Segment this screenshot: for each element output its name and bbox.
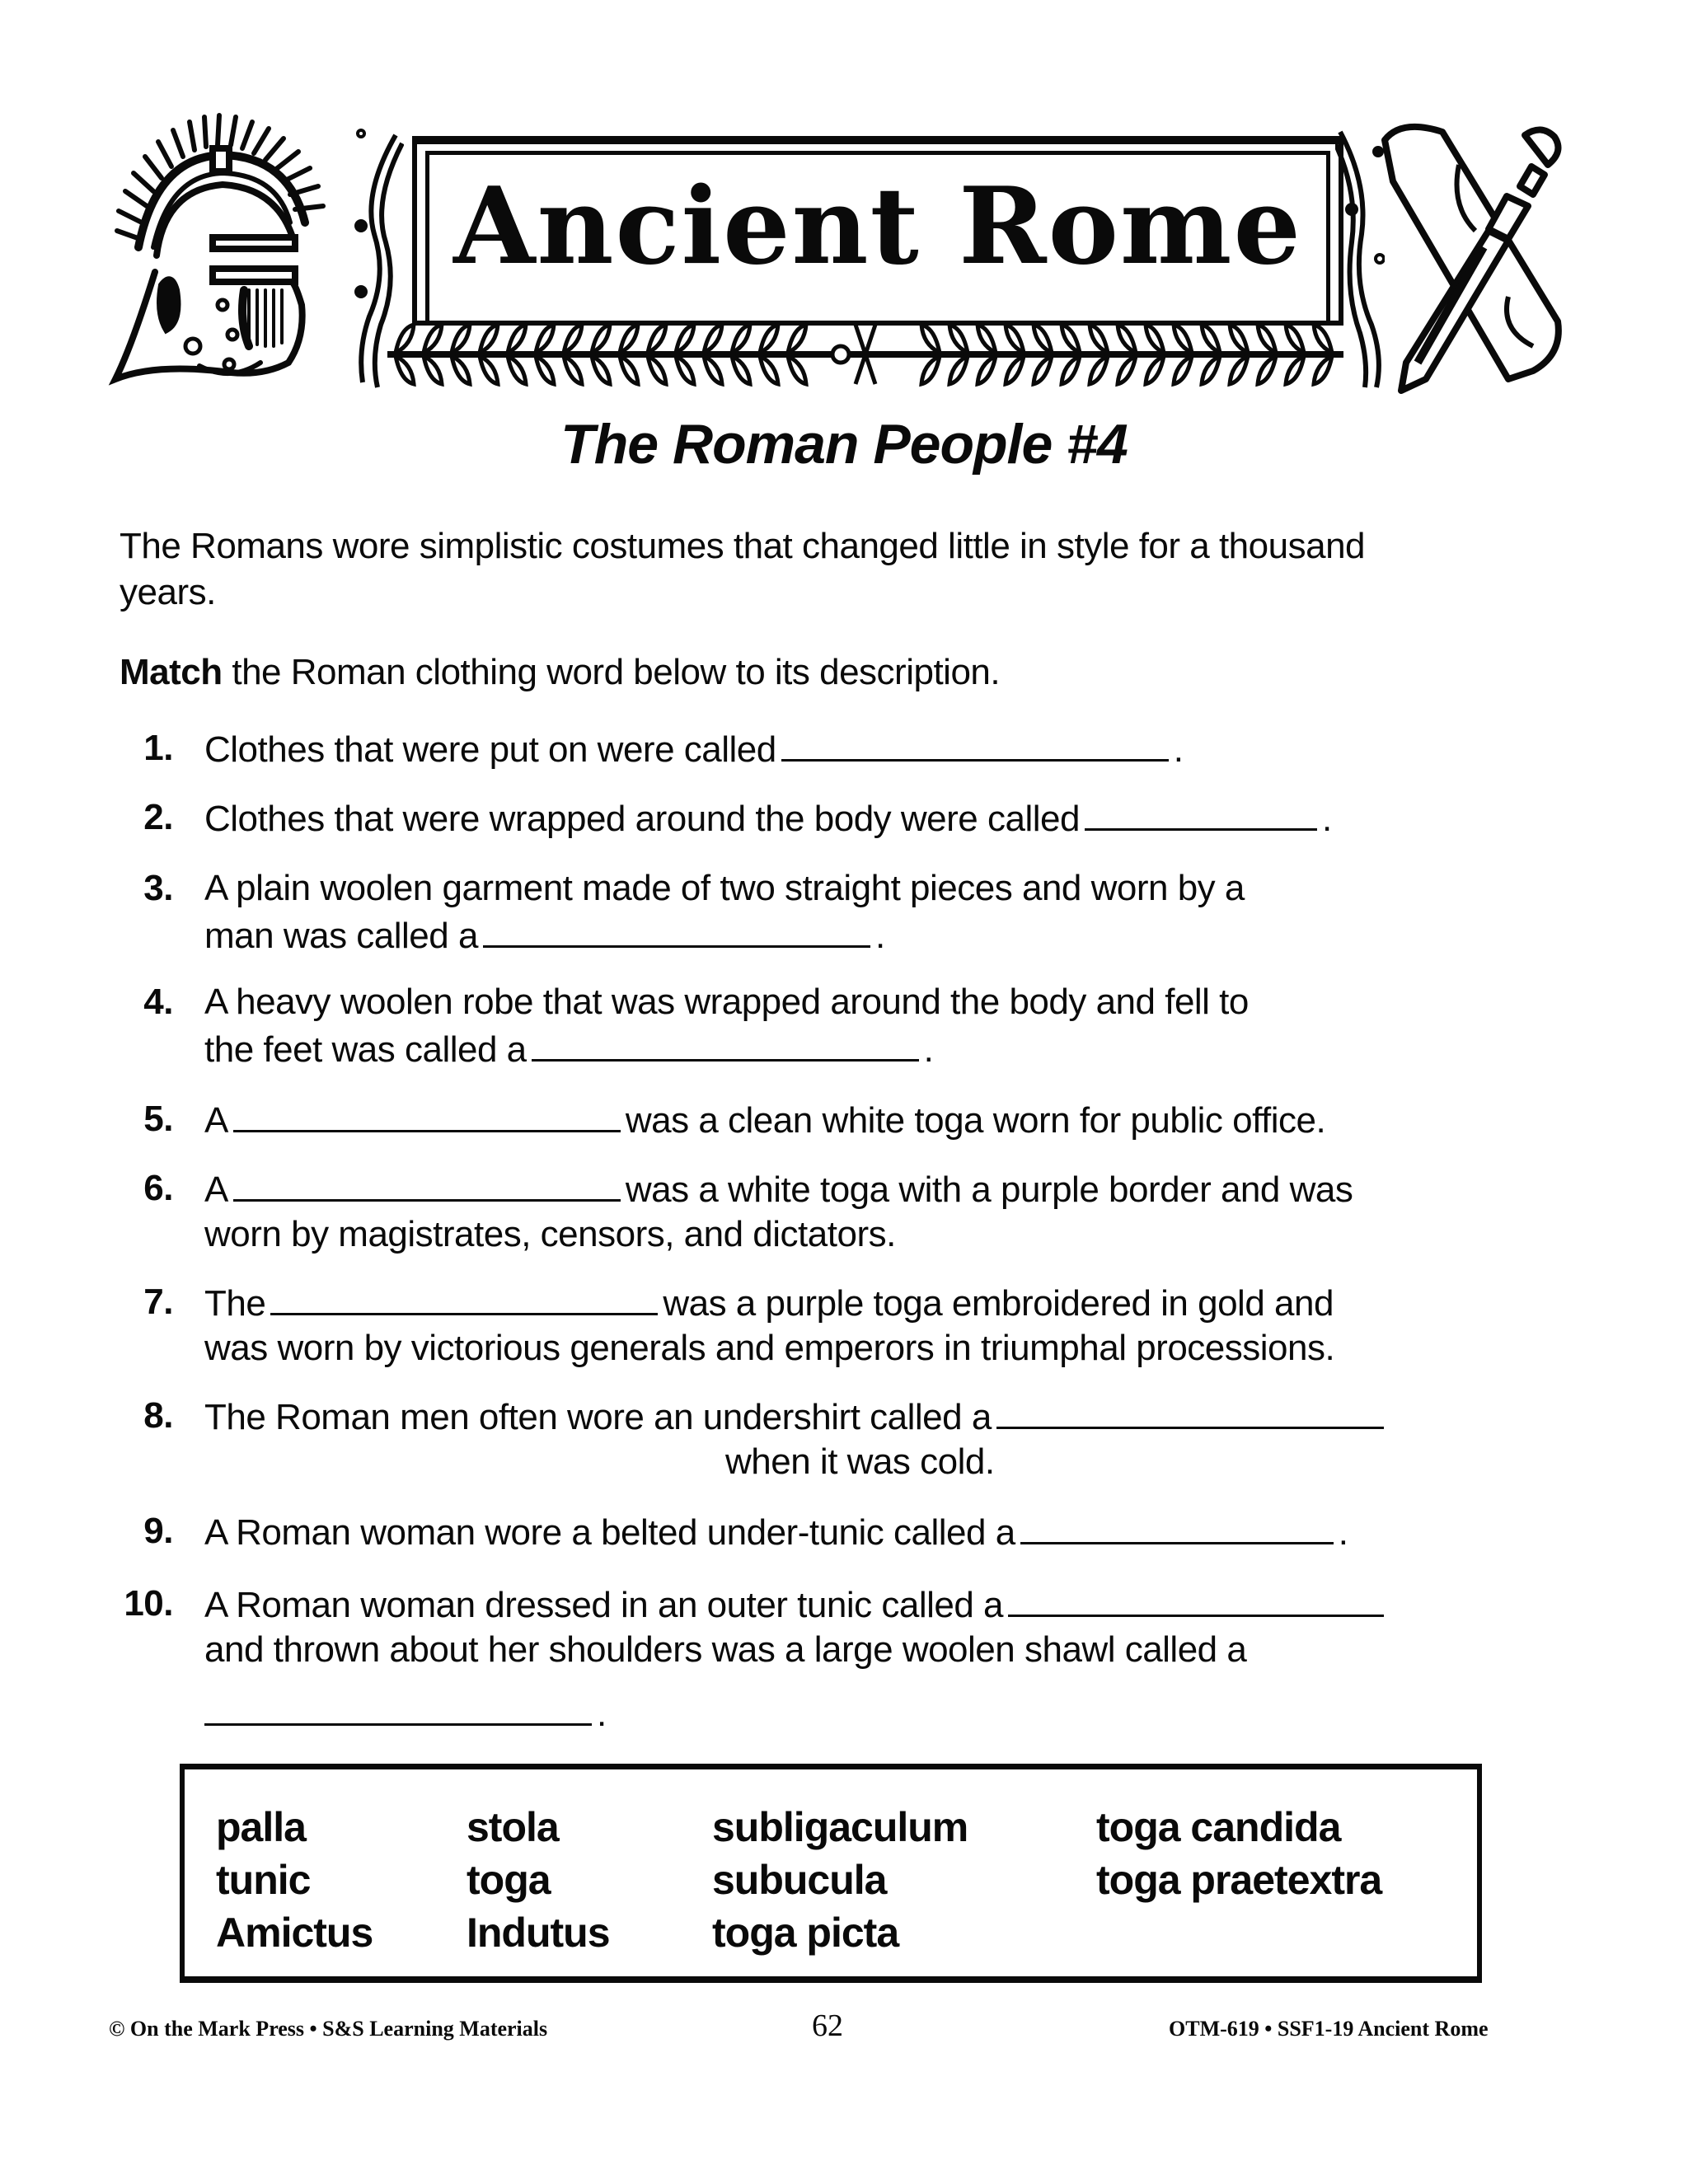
instruction-bold: Match bbox=[120, 652, 223, 692]
question-text: the feet was called a bbox=[204, 1029, 527, 1070]
word-bank-word: Indutus bbox=[467, 1910, 610, 1956]
question-number: 3. bbox=[143, 868, 173, 908]
answer-blank-1[interactable] bbox=[781, 725, 1169, 762]
question-number: 5. bbox=[143, 1099, 173, 1139]
word-bank-word: subligaculum bbox=[712, 1804, 968, 1850]
question-text: and thrown about her shoulders was a large woolen shawl called a bbox=[204, 1629, 1247, 1670]
question-text: was a white toga with a purple border and was bbox=[625, 1169, 1353, 1210]
question-number: 8. bbox=[143, 1395, 173, 1436]
question-text: worn by magistrates, censors, and dictators. bbox=[204, 1214, 896, 1254]
question-number: 4. bbox=[143, 982, 173, 1022]
intro-paragraph: The Romans wore simplistic costumes that changed little in style for a thousand years. bbox=[120, 526, 1366, 612]
question-text: . bbox=[923, 1029, 934, 1070]
roman-helmet-icon bbox=[107, 99, 371, 396]
answer-blank-5[interactable] bbox=[233, 1096, 621, 1132]
word-bank-word: toga picta bbox=[712, 1910, 899, 1956]
question-text: A Roman woman dressed in an outer tunic called a bbox=[204, 1585, 1004, 1625]
question-text: A Roman woman wore a belted under-tunic called a bbox=[204, 1512, 1015, 1553]
page-number: 62 bbox=[812, 2008, 843, 2043]
instruction-text bbox=[120, 649, 1521, 696]
question-text: . bbox=[874, 916, 885, 956]
word-bank-word: subucula bbox=[712, 1857, 887, 1903]
question-text: man was called a bbox=[204, 916, 478, 956]
answer-blank-6[interactable] bbox=[233, 1165, 621, 1202]
answer-blank-2[interactable] bbox=[1085, 794, 1317, 831]
question-text: was worn by victorious generals and emperors in triumphal processions. bbox=[204, 1328, 1335, 1368]
question-text: when it was cold. bbox=[725, 1441, 995, 1482]
word-bank-column-2 bbox=[467, 1801, 610, 1959]
answer-blank-4[interactable] bbox=[532, 1025, 919, 1062]
question-text: . bbox=[597, 1694, 607, 1734]
footer-product-code: OTM-619 • SSF1-19 Ancient Rome bbox=[1169, 2017, 1489, 2041]
instruction-rest: the Roman clothing word below to its description. bbox=[222, 652, 1001, 692]
question-number: 2. bbox=[143, 797, 173, 837]
word-bank-column-1 bbox=[216, 1801, 373, 1959]
answer-blank-10a[interactable] bbox=[1008, 1581, 1384, 1617]
word-bank-word: palla bbox=[216, 1804, 306, 1850]
word-bank bbox=[180, 1764, 1482, 1983]
question-text: A bbox=[204, 1169, 228, 1210]
question-text: The Roman men often wore an undershirt called a bbox=[204, 1397, 992, 1437]
question-text: . bbox=[1338, 1512, 1348, 1553]
sword-and-scroll-icon bbox=[1368, 115, 1574, 396]
question-text: The bbox=[204, 1283, 266, 1324]
question-number: 6. bbox=[143, 1168, 173, 1208]
question-number: 1. bbox=[143, 728, 173, 768]
word-bank-word: tunic bbox=[216, 1857, 311, 1903]
worksheet-subtitle: The Roman People #4 bbox=[560, 413, 1128, 476]
footer-copyright: © On the Mark Press • S&S Learning Materials bbox=[109, 2017, 548, 2041]
question-text: A heavy woolen robe that was wrapped around the body and fell to bbox=[204, 982, 1249, 1022]
word-bank-word: toga bbox=[467, 1857, 551, 1903]
question-number: 10. bbox=[124, 1583, 173, 1624]
answer-blank-3[interactable] bbox=[483, 912, 870, 948]
question-text: . bbox=[1321, 799, 1332, 839]
answer-blank-7[interactable] bbox=[270, 1279, 658, 1315]
banner-title: Ancient Rome bbox=[453, 165, 1302, 288]
question-text: A plain woolen garment made of two straight pieces and worn by a bbox=[204, 868, 1245, 908]
answer-blank-9[interactable] bbox=[1020, 1508, 1334, 1544]
answer-blank-8[interactable] bbox=[996, 1393, 1384, 1429]
word-bank-word: toga praetextra bbox=[1096, 1857, 1382, 1903]
word-bank-word: toga candida bbox=[1096, 1804, 1341, 1850]
question-text: . bbox=[1173, 729, 1184, 770]
question-text: Clothes that were put on were called bbox=[204, 729, 776, 770]
question-number: 7. bbox=[143, 1282, 173, 1322]
header-banner bbox=[107, 99, 1574, 396]
word-bank-word: stola bbox=[467, 1804, 559, 1850]
answer-blank-10b[interactable] bbox=[204, 1690, 592, 1726]
word-bank-word: Amictus bbox=[216, 1910, 373, 1956]
question-text: A bbox=[204, 1100, 228, 1141]
question-text: Clothes that were wrapped around the body were called bbox=[204, 799, 1080, 839]
laurel-garland-icon bbox=[379, 320, 1352, 389]
word-bank-column-3 bbox=[712, 1801, 968, 1959]
question-number: 9. bbox=[143, 1511, 173, 1551]
question-text: was a clean white toga worn for public office. bbox=[625, 1100, 1326, 1141]
word-bank-column-4 bbox=[1096, 1801, 1381, 1906]
question-text: was a purple toga embroidered in gold and bbox=[663, 1283, 1334, 1324]
